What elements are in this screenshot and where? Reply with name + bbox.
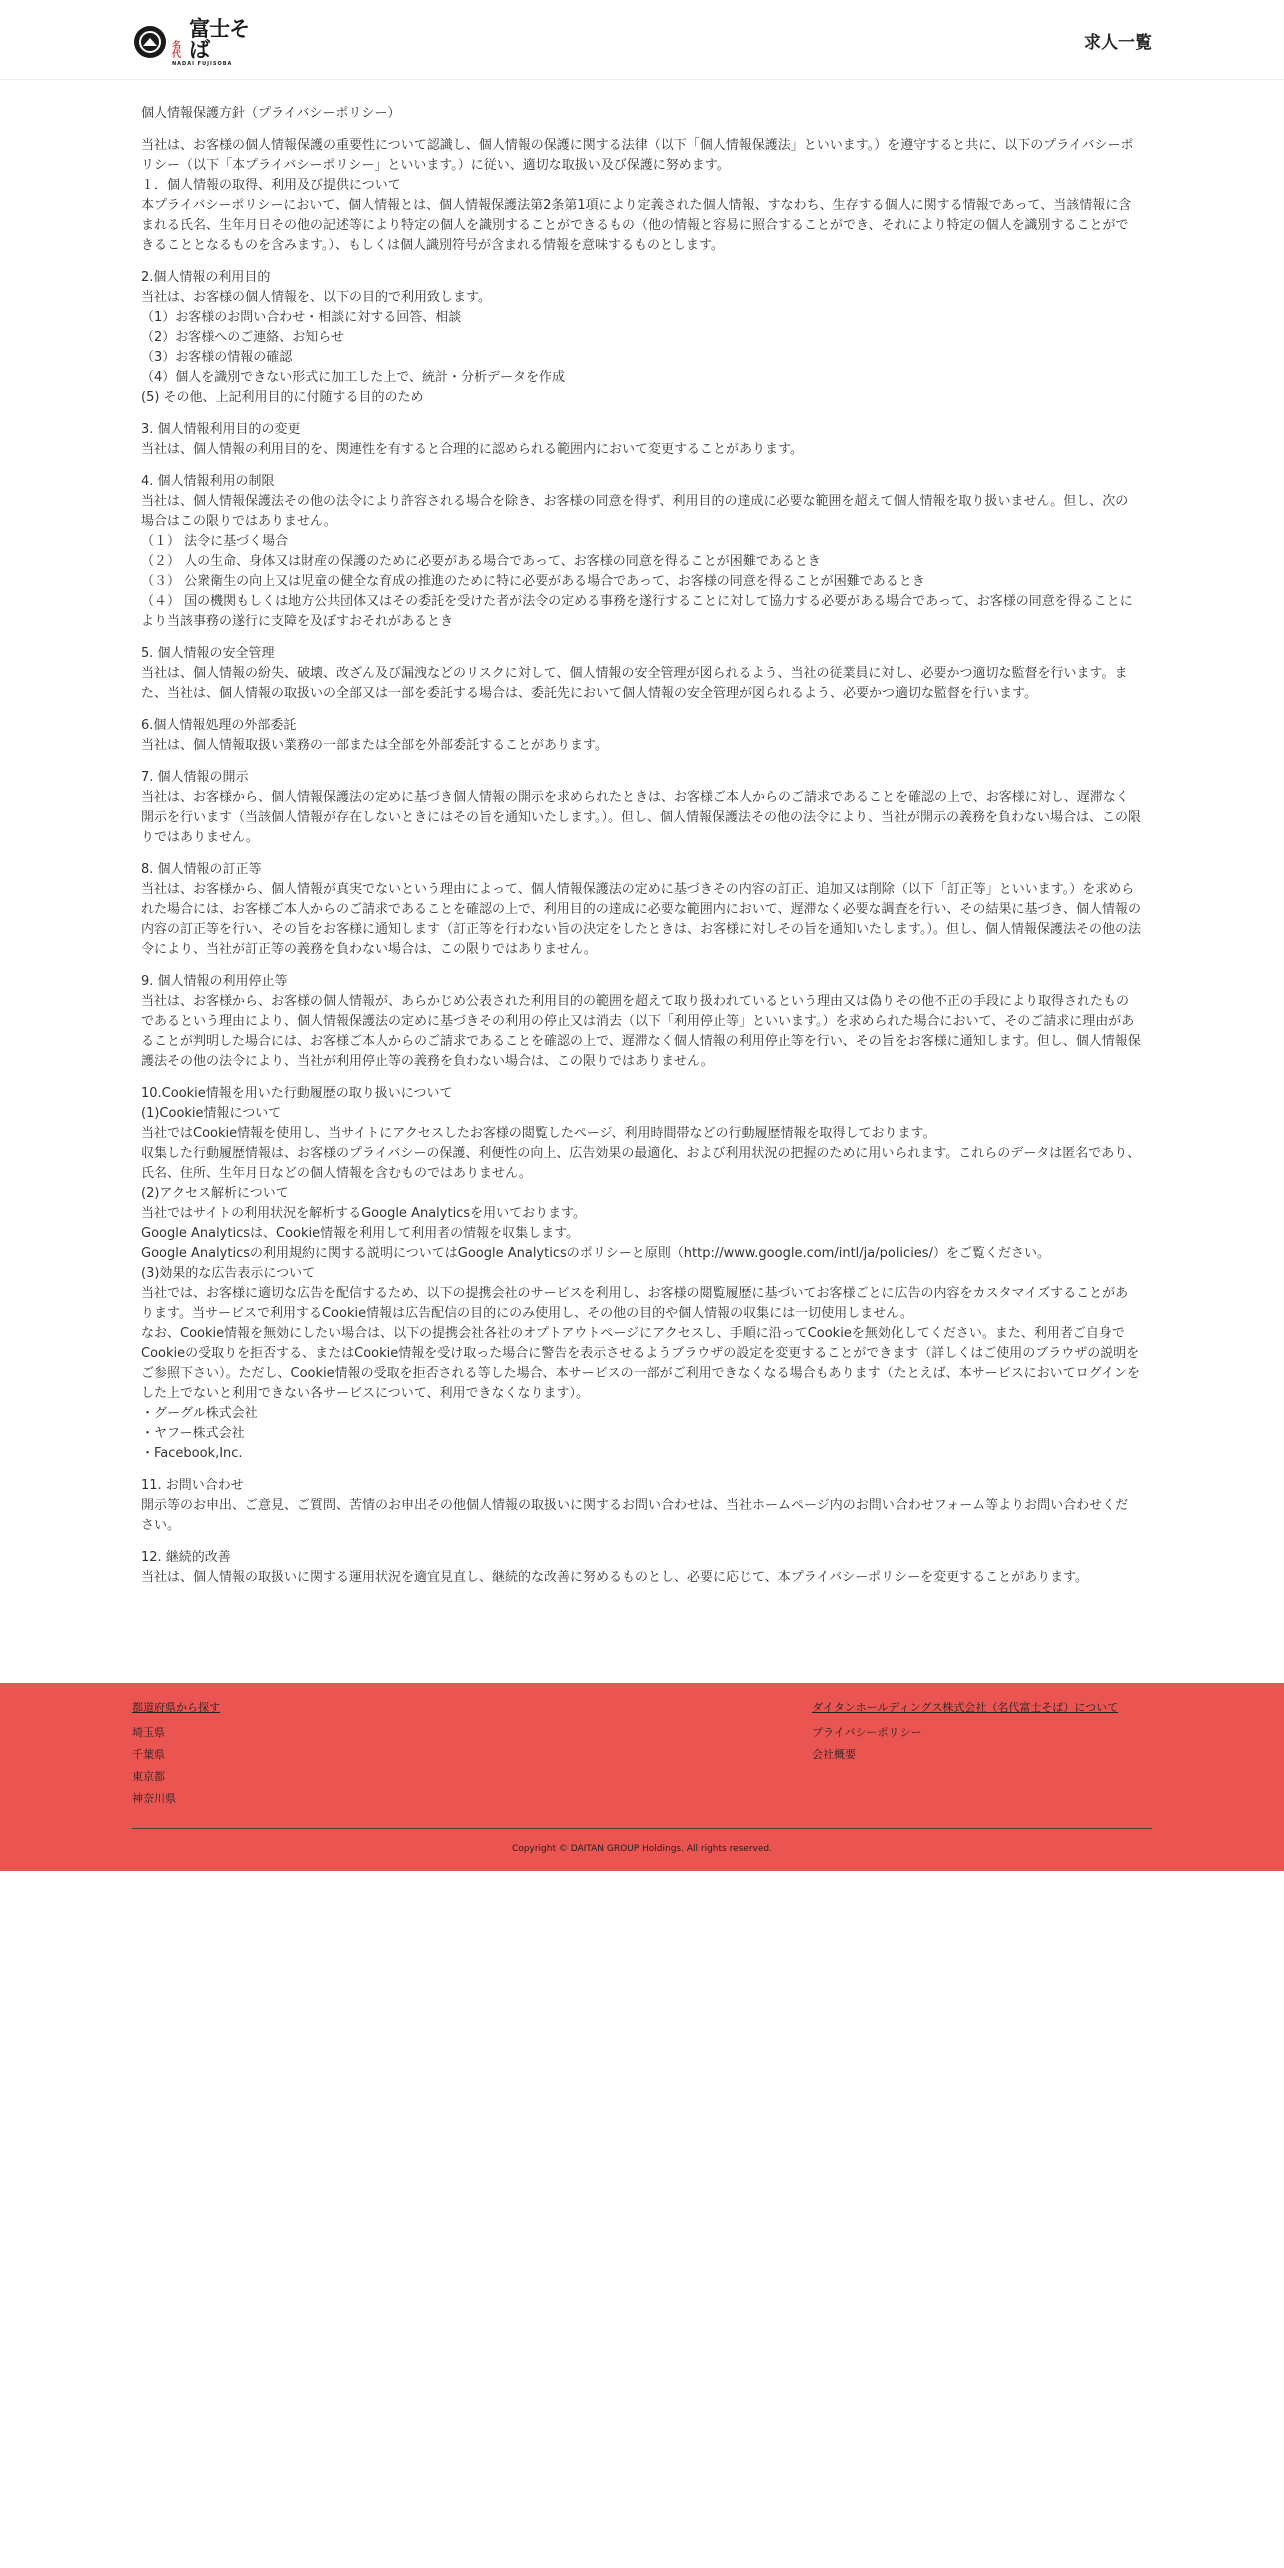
footer-prefecture-heading[interactable]: 都道府県から探す (132, 1701, 220, 1714)
policy-text-line: ・ヤフー株式会社 (141, 1426, 245, 1441)
policy-section (141, 136, 1141, 256)
footer-prefecture-link[interactable]: 東京都 (132, 1770, 165, 1783)
policy-text-line: 開示等のお申出、ご意見、ご質問、苦情のお申出その他個人情報の取扱いに関するお問い合わせは、当社ホームページ内のお問い合わせフォーム等よりお問い合わせください。 (141, 1498, 1129, 1533)
logo-text (172, 15, 256, 67)
page-title: 個人情報保護方針（プライバシーポリシー） (141, 106, 401, 121)
footer-company-overview-link[interactable]: 会社概要 (812, 1748, 856, 1761)
policy-text-line: 当社は、お客様から、お客様の個人情報が、あらかじめ公表された利用目的の範囲を超えて取り扱われているという理由又は偽りその他不正の手段により取得されたものであるという理由により、個人情報保護法の定めに基づきその利用の停止又は消去（以下「利用停止等」といいます。）を求められた場合において、そのご請求に理由があることが判明した場合には、お客様ご本人からのご請求であることを確認の上で、遅滞なく個人情報の利用停止等を行い、その旨をお客様に通知します。但し、個人情報保護法その他の法令により、当社が利用停止等の義務を負わない場合は、この限りではありません。 (141, 994, 1141, 1069)
site-footer (0, 1683, 1284, 1871)
footer-company-heading[interactable]: ダイタンホールディングス株式会社（名代富士そば）について (812, 1701, 1119, 1714)
site-logo[interactable] (134, 15, 256, 67)
privacy-policy-content (141, 104, 1141, 1600)
policy-text-line: (2)アクセス解析について (141, 1186, 289, 1201)
footer-prefecture-link[interactable]: 神奈川県 (132, 1792, 176, 1805)
policy-text-line: 当社は、個人情報取扱い業務の一部または全部を外部委託することがあります。 (141, 738, 608, 753)
footer-prefecture-link[interactable]: 埼玉県 (132, 1726, 165, 1739)
policy-section-heading: 5. 個人情報の安全管理 (141, 646, 275, 661)
footer-divider (132, 1828, 1152, 1829)
policy-section (141, 1548, 1141, 1588)
policy-section-heading: 7. 個人情報の開示 (141, 770, 249, 785)
policy-text-line: （1）お客様のお問い合わせ・相談に対する回答、相談 (141, 310, 462, 325)
policy-section (141, 860, 1141, 960)
policy-sections (141, 136, 1141, 1588)
policy-text-line: （２） 人の生命、身体又は財産の保護のために必要がある場合であって、お客様の同意を得ることが困難であるとき (141, 554, 821, 569)
policy-text-line: １．個人情報の取得、利用及び提供について (141, 178, 401, 193)
policy-text-line: なお、Cookie情報を無効にしたい場合は、以下の提携会社各社のオプトアウトページにアクセスし、手順に沿ってCookieを無効化してください。また、利用者ご自身でCookieの受取りを拒否する、またはCookie情報を受け取った場合に警告を表示させるようブラウザの設定を変更することができます（詳しくはご使用のブラウザの説明をご参照下さい）。ただし、Cookie情報の受取を拒否される等した場合、本サービスの一部がご利用できなくなる場合もあります（たとえば、本サービスにおいてログインをした上でないと利用できない各サービスについて、利用できなくなります）。 (141, 1326, 1140, 1401)
footer-privacy-policy-link[interactable]: プライバシーポリシー (812, 1726, 922, 1739)
policy-text-line: 当社は、お客様から、個人情報が真実でないという理由によって、個人情報保護法の定めに基づきその内容の訂正、追加又は削除（以下「訂正等」といいます。）を求められた場合には、お客様ご本人からのご請求であることを確認の上で、利用目的の達成に必要な範囲内において、遅滞なく必要な調査を行い、その結果に基づき、個人情報の内容の訂正等を行い、その旨をお客様に通知します（訂正等を行わない旨の決定をしたときは、お客様に対しその旨を通知いたします。）。但し、個人情報保護法その他の法令により、当社が訂正等の義務を負わない場合は、この限りではありません。 (141, 882, 1141, 957)
footer-prefecture-link[interactable]: 千葉県 (132, 1748, 165, 1761)
policy-section-heading: 9. 個人情報の利用停止等 (141, 974, 288, 989)
policy-section (141, 472, 1141, 632)
logo-small-text: 名代 (172, 40, 182, 60)
policy-text-line: 当社は、お客様の個人情報を、以下の目的で利用致します。 (141, 290, 491, 305)
policy-text-line: ・Facebook,Inc. (141, 1446, 243, 1461)
footer-prefecture-column (132, 1700, 220, 1810)
policy-text-line: 当社は、個人情報の紛失、破壊、改ざん及び漏洩などのリスクに対して、個人情報の安全管理が図られるよう、当社の従業員に対し、必要かつ適切な監督を行います。また、当社は、個人情報の取扱いの全部又は一部を委託する場合は、委託先において個人情報の安全管理が図られるよう、必要かつ適切な監督を行います。 (141, 666, 1128, 701)
policy-section (141, 972, 1141, 1072)
policy-section (141, 420, 1141, 460)
policy-text-line: （１） 法令に基づく場合 (141, 534, 289, 549)
policy-section (141, 268, 1141, 408)
policy-text-line: 当社は、個人情報保護法その他の法令により許容される場合を除き、お客様の同意を得ず、利用目的の達成に必要な範囲を超えて個人情報を取り扱いません。但し、次の場合はこの限りではありません。 (141, 494, 1129, 529)
logo-main-text: 富士そば (189, 15, 250, 62)
site-header (0, 0, 1284, 80)
policy-text-line: Google Analyticsの利用規約に関する説明についてはGoogle Analyticsのポリシーと原則（http://www.google.com/intl/ja/policies/）をご覧ください。 (141, 1246, 1050, 1261)
policy-section (141, 768, 1141, 848)
policy-text-line: 当社は、個人情報の取扱いに関する運用状況を適宜見直し、継続的な改善に努めるものとし、必要に応じて、本プライバシーポリシーを変更することがあります。 (141, 1570, 1089, 1585)
policy-text-line: （３） 公衆衛生の向上又は児童の健全な育成の推進のために特に必要がある場合であって、お客様の同意を得ることが困難であるとき (141, 574, 925, 589)
policy-section-heading: 10.Cookie情報を用いた行動履歴の取り扱いについて (141, 1086, 453, 1101)
fujisoba-logo-icon (134, 26, 166, 58)
policy-text-line: (3)効果的な広告表示について (141, 1266, 316, 1281)
policy-section-heading: 12. 継続的改善 (141, 1550, 231, 1565)
policy-text-line: （４） 国の機関もしくは地方公共団体又はその委託を受けた者が法令の定める事務を遂行することに対して協力する必要がある場合であって、お客様の同意を得ることにより当該事務の遂行に支障を及ぼすおそれがあるとき (141, 594, 1133, 629)
footer-prefecture-list (132, 1722, 220, 1810)
policy-section-heading: 3. 個人情報利用目的の変更 (141, 422, 301, 437)
logo-sub-text: NADAI FUJISOBA (172, 60, 233, 67)
policy-section (141, 1476, 1141, 1536)
policy-text-line: Google Analyticsは、Cookie情報を利用して利用者の情報を収集します。 (141, 1226, 580, 1241)
policy-text-line: （4）個人を識別できない形式に加工した上で、統計・分析データを作成 (141, 370, 566, 385)
policy-text-line: 当社は、個人情報の利用目的を、関連性を有すると合理的に認められる範囲内において変更することがあります。 (141, 442, 803, 457)
policy-section-heading: 4. 個人情報利用の制限 (141, 474, 275, 489)
policy-section (141, 644, 1141, 704)
policy-text-line: 当社では、お客様に適切な広告を配信するため、以下の提携会社のサービスを利用し、お客様の閲覧履歴に基づいてお客様ごとに広告の内容をカスタマイズすることがあります。当サービスで利用するCookie情報は広告配信の目的にのみ使用し、その他の目的や個人情報の収集には一切使用しません。 (141, 1286, 1129, 1321)
policy-text-line: （2）お客様へのご連絡、お知らせ (141, 330, 344, 345)
policy-section-heading: 8. 個人情報の訂正等 (141, 862, 262, 877)
policy-text-line: (5) その他、上記利用目的に付随する目的のため (141, 390, 424, 405)
policy-text-line: 本プライバシーポリシーにおいて、個人情報とは、個人情報保護法第2条第1項により定義された個人情報、すなわち、生存する個人に関する情報であって、当該情報に含まれる氏名、生年月日その他の記述等により特定の個人を識別することができるもの（他の情報と容易に照合することができ、それにより特定の個人を識別することができることとなるものを含みます。）、もしくは個人識別符号が含まれる情報を意味するものとします。 (141, 198, 1132, 253)
policy-section (141, 1084, 1141, 1464)
footer-company-list (812, 1722, 1118, 1766)
policy-text-line: （3）お客様の情報の確認 (141, 350, 293, 365)
policy-text-line: 当社は、お客様の個人情報保護の重要性について認識し、個人情報の保護に関する法律（以下「個人情報保護法」といいます。）を遵守すると共に、以下のプライバシーポリシー（以下「本プライバシーポリシー」といいます。）に従い、適切な取扱い及び保護に努めます。 (141, 138, 1134, 173)
policy-section-heading: 11. お問い合わせ (141, 1478, 244, 1493)
nav-job-list-link[interactable]: 求人一覧 (1084, 33, 1152, 53)
footer-company-column (812, 1700, 1118, 1766)
policy-text-line: 当社ではCookie情報を使用し、当サイトにアクセスしたお客様の閲覧したページ、利用時間帯などの行動履歴情報を取得しております。 (141, 1126, 936, 1141)
policy-text-line: ・グーグル株式会社 (141, 1406, 258, 1421)
copyright-text: Copyright © DAITAN GROUP Holdings. All rights reserved. (512, 1844, 772, 1854)
policy-text-line: 収集した行動履歴情報は、お客様のプライバシーの保護、利便性の向上、広告効果の最適化、および利用状況の把握のために用いられます。これらのデータは匿名であり、氏名、住所、生年月日などの個人情報を含むものではありません。 (141, 1146, 1141, 1181)
policy-text-line: (1)Cookie情報について (141, 1106, 282, 1121)
policy-text-line: 当社は、お客様から、個人情報保護法の定めに基づき個人情報の開示を求められたときは、お客様ご本人からのご請求であることを確認の上で、お客様に対し、遅滞なく開示を行います（当該個人情報が存在しないときにはその旨を通知いたします。）。但し、個人情報保護法その他の法令により、当社が開示の義務を負わない場合は、この限りではありません。 (141, 790, 1141, 845)
policy-section-heading: 6.個人情報処理の外部委託 (141, 718, 297, 733)
policy-section (141, 716, 1141, 756)
policy-text-line: 当社ではサイトの利用状況を解析するGoogle Analyticsを用いております。 (141, 1206, 587, 1221)
policy-section-heading: 2.個人情報の利用目的 (141, 270, 271, 285)
